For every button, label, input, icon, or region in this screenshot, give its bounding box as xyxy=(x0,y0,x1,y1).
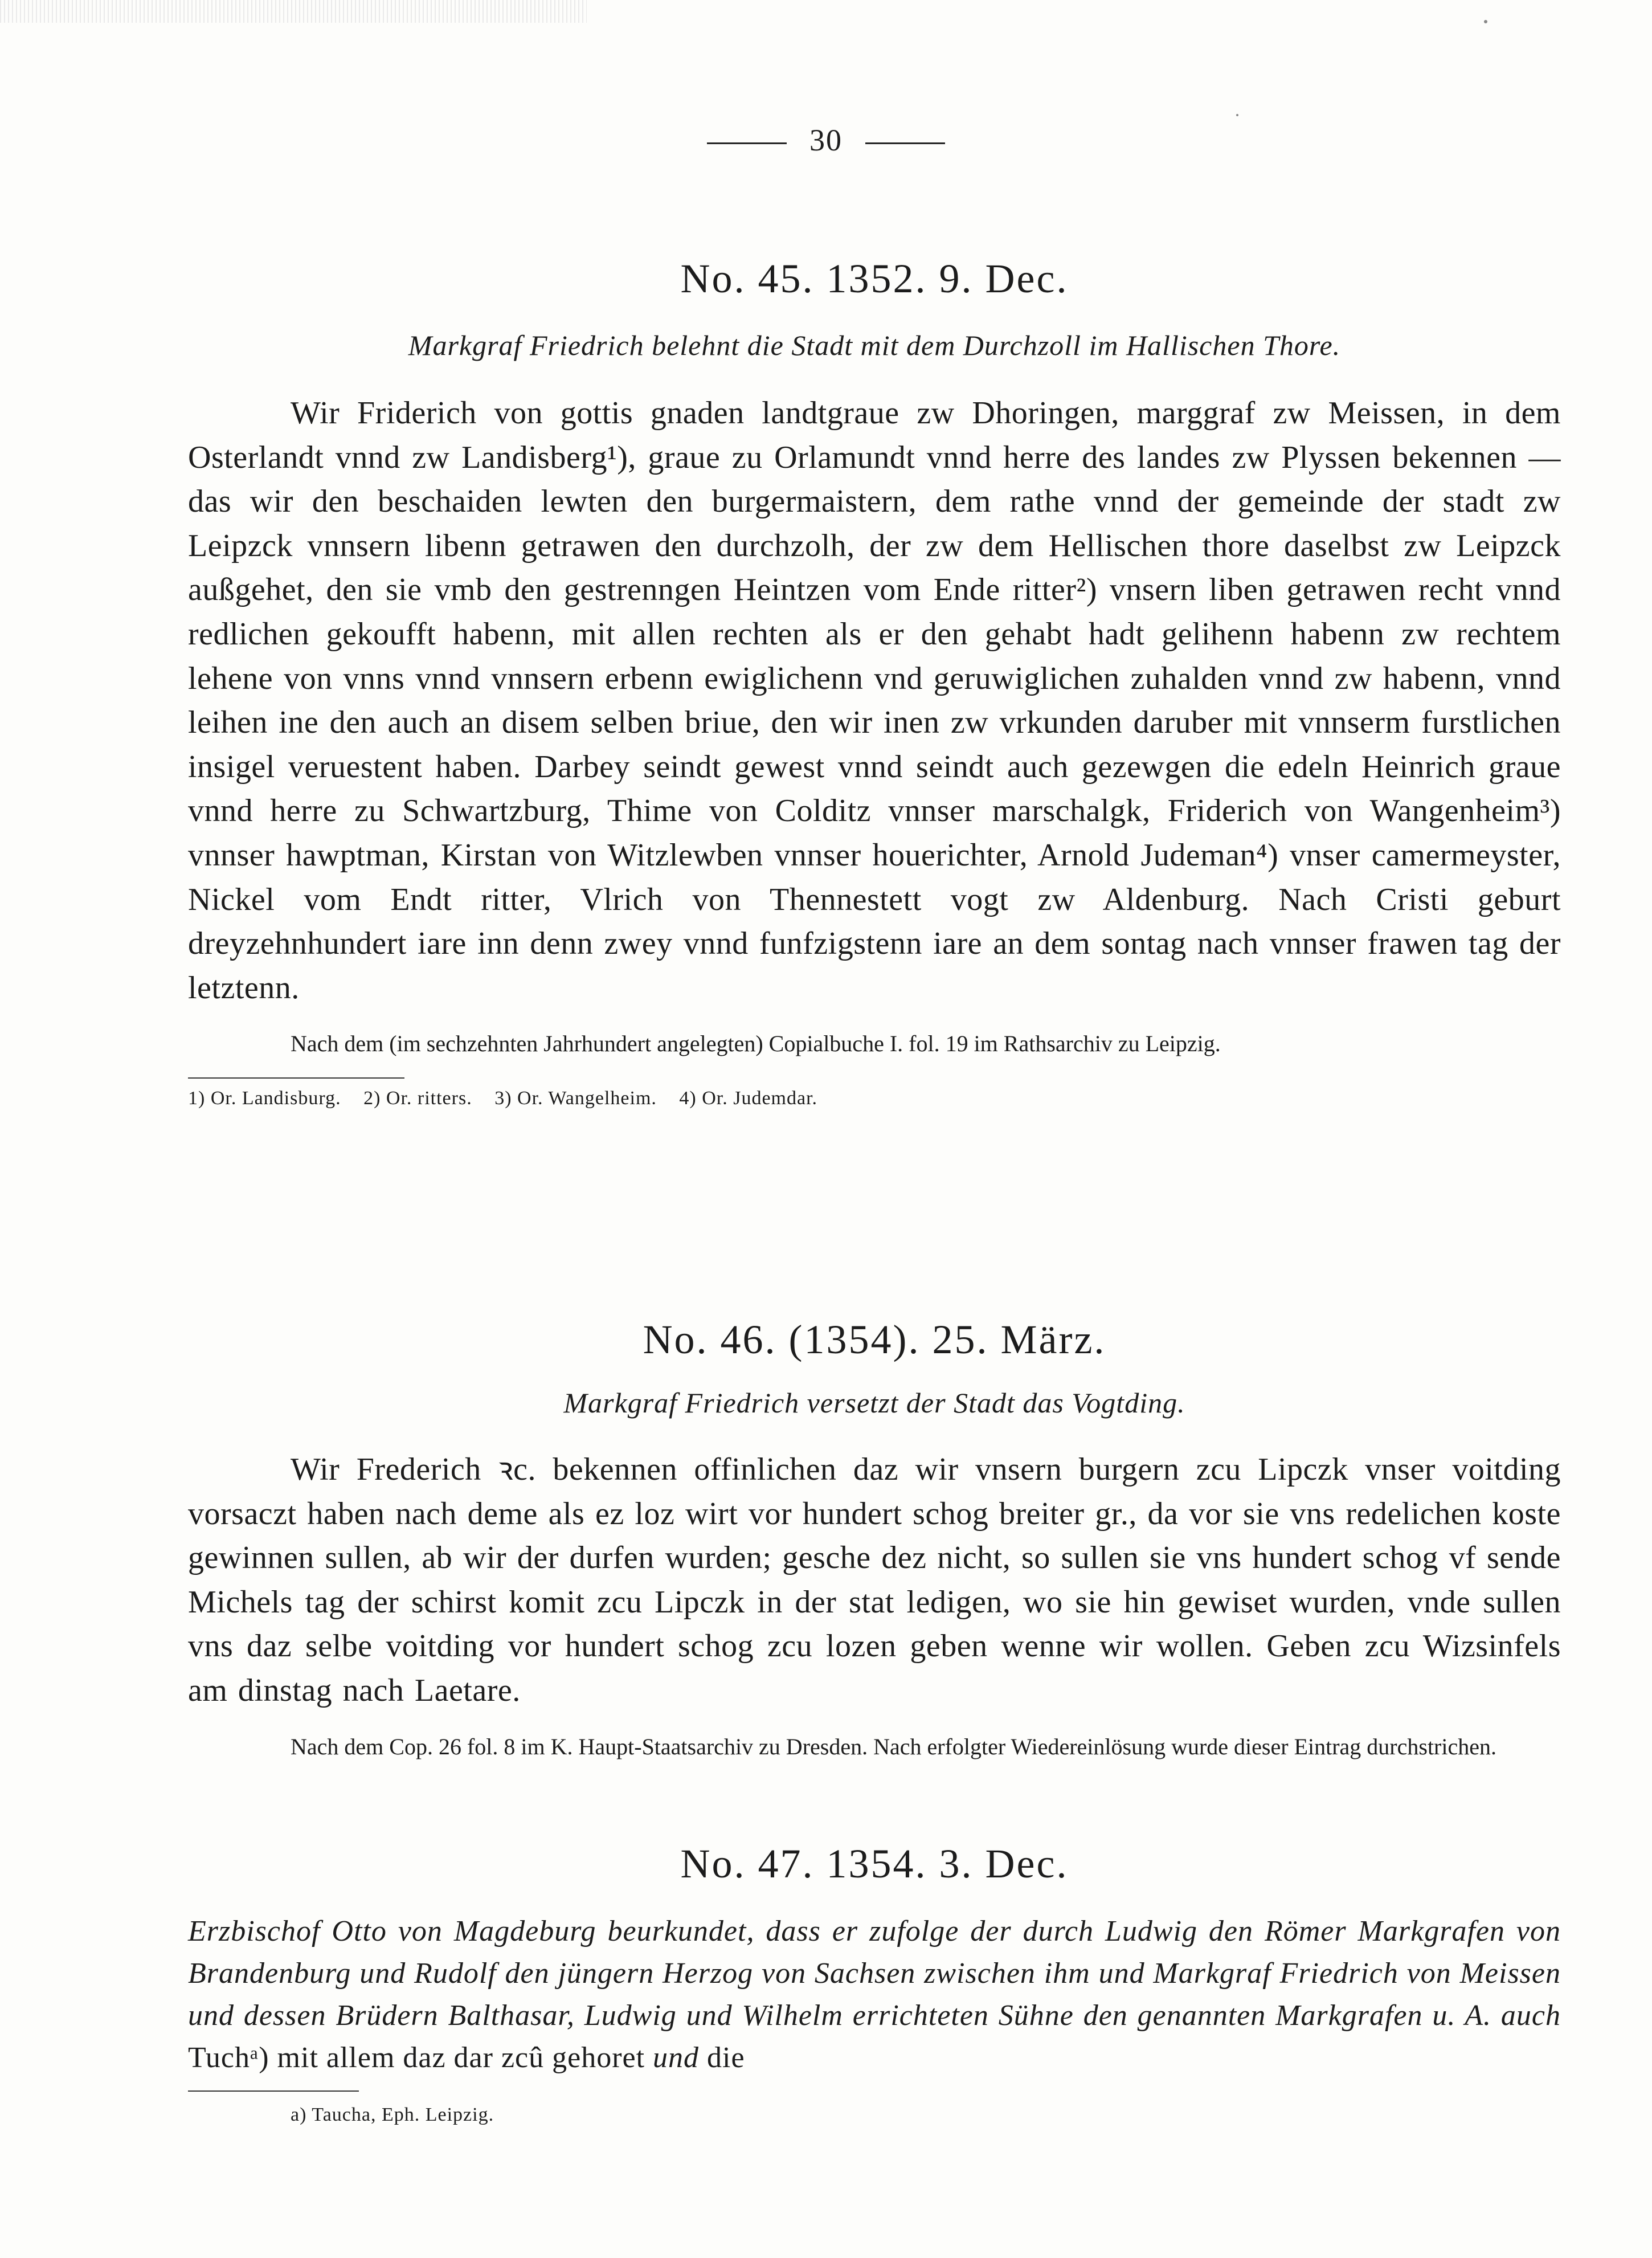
scan-speck xyxy=(1484,20,1487,23)
page-number-dash-right xyxy=(865,142,945,144)
entry-heading: No. 47. 1354. 3. Dec. xyxy=(680,1841,1069,1887)
scan-speck xyxy=(1236,114,1238,116)
scan-noise xyxy=(0,0,587,23)
entry-regest xyxy=(188,1910,1561,2079)
footnotes xyxy=(188,2104,1561,2126)
regest-italic: und xyxy=(653,2041,700,2074)
entry-body: Wir Frederich ꝛc. bekennen offinlichen daz wir vnsern burgern zcu Lipczk vnser voitding vorsaczt haben nach deme als ez loz wirt vor hundert schog breiter gr., da vor sie vns redelichen koste gewinnen sullen, ab wir der durfen wurden; gesche dez nicht, so sullen sie vns hundert schog vf sende Michels tag der schirst komit zcu Lipczk in der stat ledigen, wo sie hin gewiset wurden, vnde sullen vns daz selbe voitding vor hundert schog zcu lozen geben wenne wir wollen. Geben zcu Wizsinfels am dinstag nach Laetare. xyxy=(188,1452,1561,1708)
footnotes xyxy=(188,1088,1561,1109)
regest-italic: Erzbischof Otto von Magdeburg beurkundet, dass er zufolge der durch Ludwig den Römer Markgrafen von Brandenburg und Rudolf den jüngern Herzog von Sachsen zwischen ihm und Markgraf Friedrich von Meissen und dessen Brüdern Balthasar, Ludwig und Wilhelm errichteten Sühne den genannten Markgrafen u. A. auch xyxy=(188,1915,1561,2032)
footnote: 1) Or. Landisburg. xyxy=(188,1088,341,1109)
entry-heading: No. 45. 1352. 9. Dec. xyxy=(680,256,1069,301)
footnote: 4) Or. Judemdar. xyxy=(679,1088,818,1109)
footnote: 2) Or. ritters. xyxy=(363,1088,472,1109)
page-number xyxy=(0,123,1652,158)
page-number-dash-left xyxy=(707,142,787,144)
regest-roman: Tuchᵃ) mit allem daz dar zcû gehoret xyxy=(188,2041,645,2074)
footnote-rule xyxy=(188,1077,404,1079)
footnote: a) Taucha, Eph. Leipzig. xyxy=(291,2104,494,2125)
entry-45 xyxy=(188,255,1561,1109)
regest-roman: die xyxy=(707,2041,745,2074)
entry-body: Wir Friderich von gottis gnaden landtgraue zw Dhoringen, marggraf zw Meissen, in dem Osterlandt vnnd zw Landisberg¹), graue zu Orlamundt vnnd herre des landes zw Plyssen bekennen — das wir den beschaiden lewten den burgermaistern, dem rathe vnnd der gemeinde der stadt zw Leipzck vnnsern libenn getrawen den durchzolh, der zw dem Hellischen thore daselbst zw Leipzck außgehet, den sie vmb den gestrenngen Heintzen vom Ende ritter²) vnsern liben getrawen recht vnnd redlichen gekoufft habenn, mit allen rechten als er den gehabt hadt gelihenn habenn zw rechtem lehene von vnns vnnd vnnsern erbenn ewiglichenn vnd geruwiglichen zuhalden vnnd zw habenn, vnnd leihen ine den auch an disem selben briue, den wir inen zw vrkunden daruber mit vnnserm furstlichen insigel veruestent haben. Darbey seindt gewest vnnd seindt auch gezewgen die edeln Heinrich graue vnnd herre zu Schwartzburg, Thime von Colditz vnnser marschalgk, Friderich von Wangenheim³) vnnser hawptman, Kirstan von Witzlewben vnnser houerichter, Arnold Judeman⁴) vnser camermeyster, Nickel vom Endt ritter, Vlrich von Thennestett vogt zw Aldenburg. Nach Cristi geburt dreyzehnhundert iare inn denn zwey vnnd funfzigstenn iare an dem sontag nach vnnser frawen tag der letztenn. xyxy=(188,395,1561,1006)
footnote-rule xyxy=(188,2090,359,2092)
entry-46 xyxy=(188,1316,1561,1763)
entry-source: Nach dem Cop. 26 fol. 8 im K. Haupt-Staatsarchiv zu Dresden. Nach erfolgter Wiedereinlösung wurde dieser Eintrag durchstrichen. xyxy=(291,1733,1496,1759)
entry-47 xyxy=(188,1840,1561,2126)
entry-regest: Markgraf Friedrich versetzt der Stadt das Vogtding. xyxy=(563,1387,1185,1419)
entry-heading: No. 46. (1354). 25. März. xyxy=(643,1317,1106,1362)
footnote: 3) Or. Wangelheim. xyxy=(494,1088,657,1109)
page-number-text: 30 xyxy=(809,123,843,157)
entry-source: Nach dem (im sechzehnten Jahrhundert angelegten) Copialbuche I. fol. 19 im Rathsarchiv zu Leipzig. xyxy=(291,1031,1221,1057)
entry-regest: Markgraf Friedrich belehnt die Stadt mit dem Durchzoll im Hallischen Thore. xyxy=(408,329,1341,361)
